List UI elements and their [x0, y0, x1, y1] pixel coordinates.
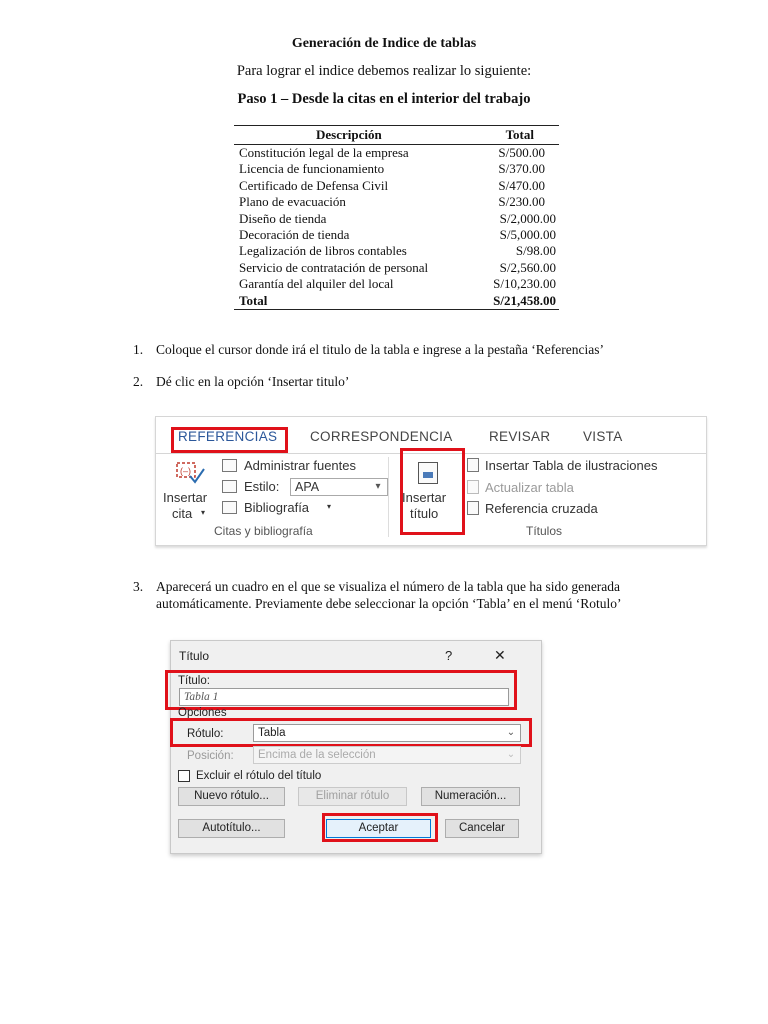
dialog-title: Título	[179, 649, 210, 663]
chevron-down-icon: ⌄	[506, 727, 516, 738]
tab-revisar[interactable]: REVISAR	[489, 429, 551, 444]
referencia-cruzada-icon	[467, 501, 479, 515]
posicion-value: Encima de la selección	[258, 749, 376, 761]
row-description: Plano de evacuación	[239, 194, 346, 210]
row-description: Servicio de contratación de personal	[239, 259, 429, 275]
actualizar-tabla-button[interactable]: Actualizar tabla	[485, 480, 574, 495]
opciones-label: Opciones	[178, 707, 227, 719]
row-description: Decoración de tienda	[239, 226, 350, 242]
bibliografia-icon	[222, 501, 237, 514]
autotitulo-button[interactable]: Autotítulo...	[178, 819, 285, 838]
tab-referencias[interactable]: REFERENCIAS	[178, 429, 278, 444]
step-text: Aparecerá un cuadro en el que se visualiza el número de la tabla que ha sido generada automáticamente. Previamente debe seleccionar la opción ‘Tabla’ en el menú ‘Rotulo’	[156, 579, 622, 611]
estilo-icon	[222, 480, 237, 493]
table-row	[234, 178, 559, 194]
table-row	[234, 194, 559, 210]
chevron-down-icon: ▾	[201, 508, 206, 517]
row-total: S/2,000.00	[499, 210, 556, 226]
table-row	[234, 260, 559, 276]
ribbon-screenshot	[155, 416, 707, 546]
numeracion-button[interactable]: Numeración...	[421, 787, 520, 806]
insertar-tabla-ilustraciones-icon	[467, 458, 479, 472]
header-descripcion: Descripción	[316, 127, 382, 142]
step-number: 3.	[133, 579, 144, 594]
highlight-aceptar	[322, 813, 438, 842]
referencia-cruzada-button[interactable]: Referencia cruzada	[485, 501, 598, 516]
step-1	[133, 341, 653, 359]
row-total: S/5,000.00	[499, 226, 556, 242]
caption-dialog	[170, 640, 542, 854]
row-total: S/370.00	[498, 161, 545, 177]
estilo-label: Estilo:	[244, 479, 280, 494]
insertar-titulo-label-2[interactable]: título	[410, 506, 439, 521]
estilo-value: APA	[295, 480, 320, 494]
titulo-value: Tabla 1	[184, 691, 219, 703]
row-total: S/98.00	[515, 243, 556, 259]
table-row	[234, 227, 559, 243]
table-row	[234, 243, 559, 259]
rotulo-value: Tabla	[258, 727, 286, 739]
cancelar-button[interactable]: Cancelar	[445, 819, 519, 838]
posicion-label: Posición:	[187, 750, 234, 762]
chevron-down-icon: ▾	[375, 481, 381, 492]
svg-text:(–): (–)	[180, 466, 191, 476]
row-description: Certificado de Defensa Civil	[239, 177, 389, 193]
actualizar-tabla-icon	[467, 480, 479, 494]
row-description: Legalización de libros contables	[239, 243, 407, 259]
close-icon[interactable]: ✕	[494, 647, 506, 663]
chevron-down-icon: ▾	[327, 502, 332, 511]
row-total: S/10,230.00	[493, 276, 556, 292]
nuevo-rotulo-button[interactable]: Nuevo rótulo...	[178, 787, 285, 806]
administrar-fuentes-button[interactable]: Administrar fuentes	[244, 458, 356, 473]
table-total-row	[234, 293, 559, 310]
group-titulos-label: Títulos	[526, 524, 563, 538]
titulo-label: Título:	[178, 675, 210, 687]
step-text: Dé clic en la opción ‘Insertar titulo’	[156, 374, 350, 389]
row-description: Diseño de tienda	[239, 210, 327, 226]
step-heading: Paso 1 – Desde la citas en el interior del trabajo	[237, 91, 531, 107]
step-2	[133, 373, 653, 391]
posicion-select[interactable]	[253, 746, 521, 764]
table-row	[234, 145, 559, 161]
table-row	[234, 161, 559, 177]
row-total: S/470.00	[498, 177, 545, 193]
aceptar-button[interactable]: Aceptar	[326, 819, 431, 838]
tab-vista[interactable]: VISTA	[583, 429, 623, 444]
estilo-select[interactable]	[290, 478, 388, 496]
highlight-titulo	[165, 670, 517, 710]
excluir-label: Excluir el rótulo del título	[196, 770, 322, 782]
intro-text: Para lograr el indice debemos realizar lo siguiente:	[236, 63, 532, 79]
insertar-cita-icon	[174, 459, 206, 485]
cost-table	[234, 125, 559, 310]
document-title: Generación de Indice de tablas	[291, 36, 477, 51]
excluir-checkbox[interactable]	[178, 770, 190, 782]
step-text: Coloque el cursor donde irá el titulo de la tabla e ingrese a la pestaña ‘Referencias’	[156, 342, 604, 357]
step-number: 2.	[133, 374, 144, 389]
group-divider	[388, 457, 389, 537]
header-total: Total	[505, 127, 534, 142]
help-icon[interactable]: ?	[445, 648, 453, 663]
row-total: S/230.00	[498, 194, 545, 210]
table-header	[234, 125, 559, 145]
rotulo-label: Rótulo:	[187, 728, 224, 740]
insertar-tabla-ilustraciones-button[interactable]: Insertar Tabla de ilustraciones	[485, 458, 658, 473]
administrar-fuentes-icon	[222, 459, 237, 472]
total-value: S/21,458.00	[493, 292, 556, 308]
row-description: Constitución legal de la empresa	[239, 145, 409, 160]
tab-correspondencia[interactable]: CORRESPONDENCIA	[310, 429, 453, 444]
group-citas-label: Citas y bibliografía	[214, 524, 313, 538]
highlight-rotulo	[170, 718, 532, 747]
row-description: Garantía del alquiler del local	[239, 276, 394, 292]
table-row	[234, 211, 559, 227]
eliminar-rotulo-button[interactable]: Eliminar rótulo	[298, 787, 407, 806]
step-number: 1.	[133, 342, 144, 357]
total-label: Total	[239, 292, 268, 308]
highlight-insertar-titulo	[400, 448, 465, 535]
row-total: S/2,560.00	[499, 259, 556, 275]
row-total: S/500.00	[498, 145, 545, 160]
chevron-down-icon: ⌄	[506, 749, 516, 760]
row-description: Licencia de funcionamiento	[239, 161, 385, 177]
step-3	[133, 578, 653, 630]
bibliografia-button[interactable]: Bibliografía	[244, 500, 310, 515]
highlight-referencias	[171, 427, 288, 453]
insertar-cita-label-1[interactable]: Insertar	[163, 490, 208, 505]
insertar-cita-label-2[interactable]: cita	[172, 506, 193, 521]
insertar-titulo-label-1[interactable]: Insertar	[402, 490, 447, 505]
table-row	[234, 276, 559, 292]
